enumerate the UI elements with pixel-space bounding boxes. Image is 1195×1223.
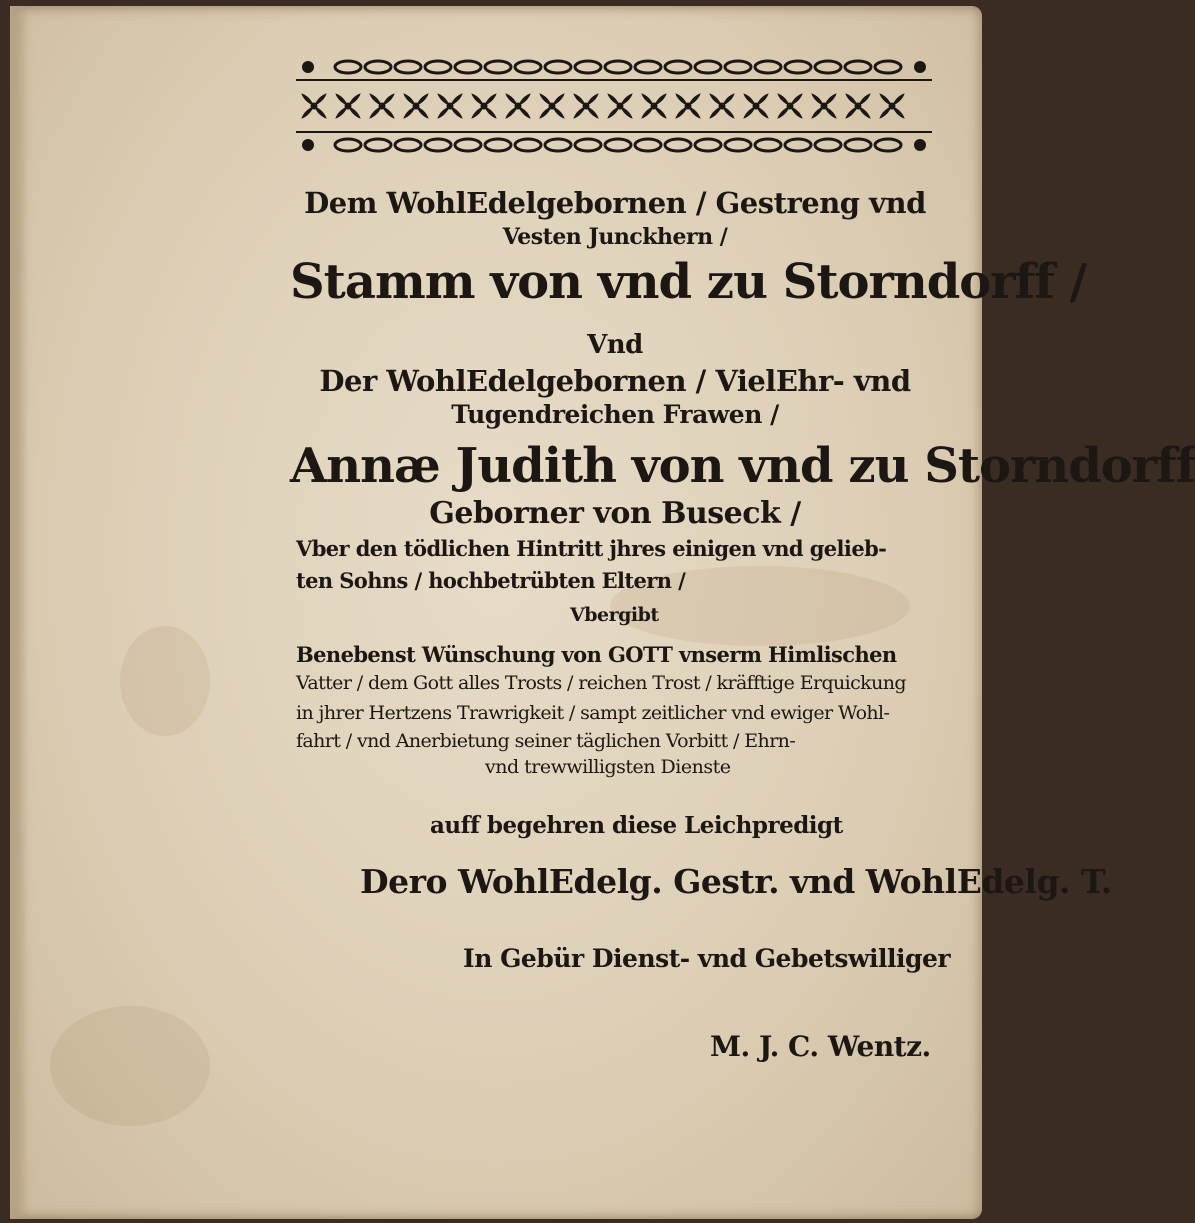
dedication-line-13: Vatter / dem Gott alles Trosts / reichen Trost / kräfftige Erquickung	[296, 672, 906, 694]
dedication-line-vbergibt: Vbergibt	[570, 604, 659, 626]
dedication-line-17: auff begehren diese Leichpredigt	[430, 812, 843, 839]
dedication-line-vnd: Vnd	[587, 330, 643, 360]
dedication-line-14: in jhrer Hertzens Trawrigkeit / sampt zeitlicher vnd ewiger Wohl-	[296, 702, 890, 724]
ornament-chain-top	[335, 61, 901, 73]
dedication-line-19: In Gebür Dienst- vnd Gebetswilliger	[463, 944, 951, 973]
author-signature: M. J. C. Wentz.	[710, 1030, 931, 1063]
dedication-line-16: vnd trewwilligsten Dienste	[485, 756, 731, 778]
ornament-chain-bottom	[335, 139, 901, 151]
dedication-line-12: Benebenst Wünschung von GOTT vnserm Himlischen	[296, 642, 897, 667]
dedication-line-1: Dem WohlEdelgebornen / Gestreng vnd	[304, 186, 926, 220]
dedication-line-15: fahrt / vnd Anerbietung seiner täglichen Vorbitt / Ehrn-	[296, 730, 796, 752]
paper-stain	[120, 626, 210, 736]
ornament-rosettes	[300, 61, 926, 151]
page-gutter-shadow	[10, 6, 28, 1219]
floral-ornament-band-icon	[296, 52, 932, 160]
dedication-line-2: Vesten Junckhern /	[502, 224, 728, 250]
dedication-line-5: Der WohlEdelgebornen / VielEhr- vnd	[319, 364, 911, 398]
dedication-name-stamm: Stamm von vnd zu Storndorff /	[290, 254, 1087, 310]
dedication-line-10: ten Sohns / hochbetrübten Eltern /	[296, 568, 686, 593]
dedication-line-18: Dero WohlEdelg. Gestr. vnd WohlEdelg. T.	[360, 862, 1112, 901]
dedication-name-anna: Annæ Judith von vnd zu Storndorff	[290, 438, 1195, 494]
dedication-line-9: Vber den tödlichen Hintritt jhres einigen vnd gelieb-	[296, 536, 887, 561]
dedication-line-8: Geborner von Buseck /	[429, 496, 801, 531]
paper-stain	[50, 1006, 210, 1126]
dedication-line-6: Tugendreichen Frawen /	[451, 400, 779, 429]
